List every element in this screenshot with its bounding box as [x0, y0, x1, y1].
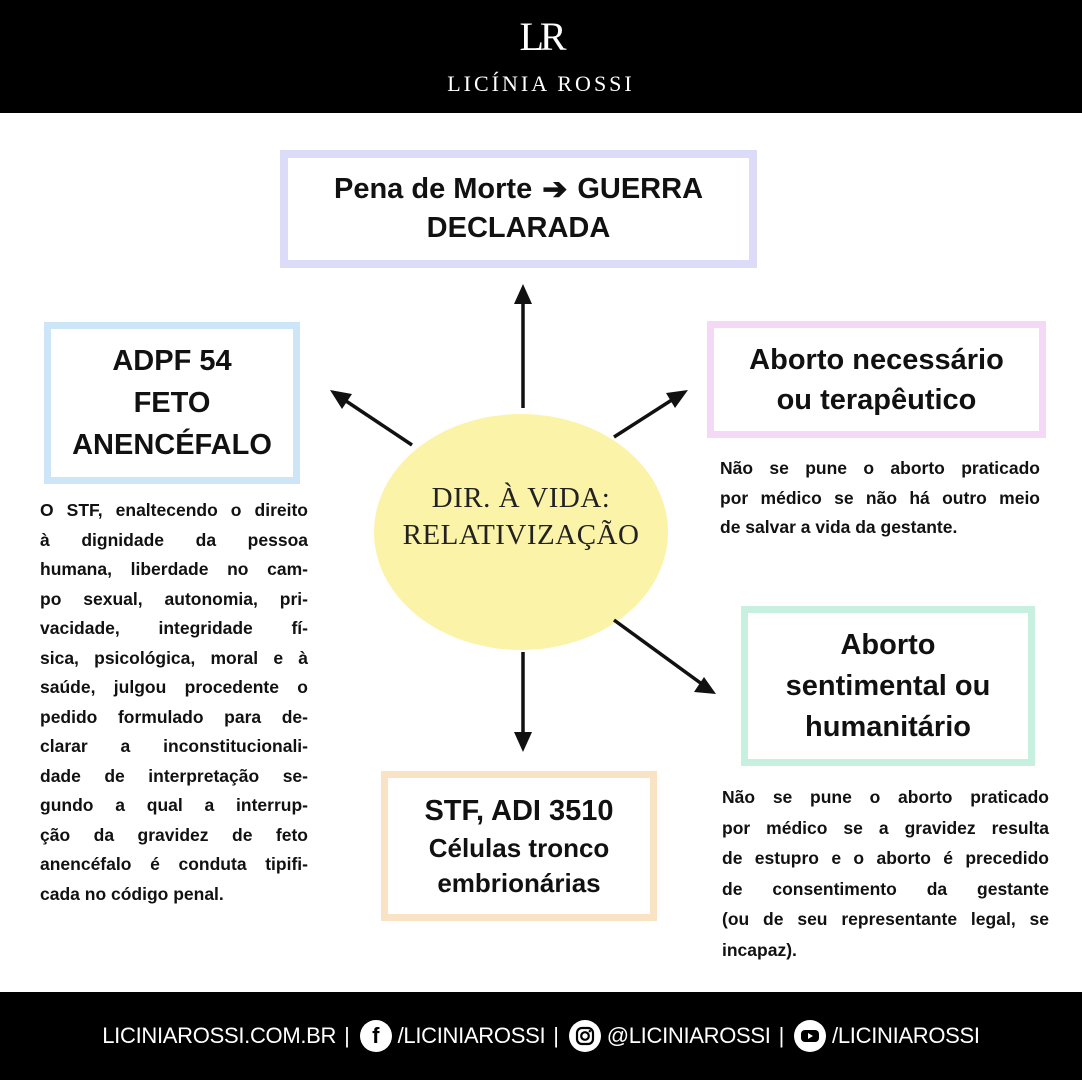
youtube-link[interactable]: /LICINIAROSSI	[832, 1023, 980, 1048]
para-right-bottom-line: de consentimento da gestante	[722, 878, 1049, 899]
box-top-line1-right: GUERRA	[577, 173, 704, 205]
box-death-penalty	[280, 150, 757, 268]
para-left-line: vacidade, integridade fí-	[40, 618, 308, 638]
box-right-bottom-line2: sentimental ou	[785, 669, 991, 702]
para-left-line: gundo a qual a interrup-	[40, 795, 308, 815]
para-left-line: sica, psicológica, moral e à	[40, 647, 308, 668]
website-link[interactable]: LICINIAROSSI.COM.BR	[102, 1023, 337, 1048]
para-left-line: cada no código penal.	[40, 883, 224, 904]
box-right-bottom-line3: humanitário	[805, 710, 971, 743]
brand-name: LICÍNIA ROSSI	[447, 71, 635, 96]
box-right-top-line1: Aborto necessário	[749, 343, 1004, 376]
center-title-line1: DIR. À VIDA:	[431, 482, 611, 514]
arrow-down-head	[514, 732, 532, 752]
footer-separator: |	[344, 1023, 350, 1048]
para-left-line: clarar a inconstitucionali-	[40, 736, 308, 756]
box-right-bottom-line1: Aborto	[840, 628, 936, 661]
youtube-icon[interactable]	[794, 1020, 826, 1052]
footer-separator: |	[778, 1023, 785, 1048]
box-top-line1	[334, 170, 703, 209]
arrow-up-left	[340, 397, 412, 445]
arrow-down-right	[614, 620, 706, 687]
arrow-up-right-head	[666, 390, 688, 408]
para-right-bottom-line: de estupro e o aborto é precedido	[722, 848, 1049, 868]
footer-separator: |	[553, 1023, 559, 1048]
arrow-right-icon: ➔	[542, 173, 568, 206]
para-left-line: à dignidade da pessoa	[40, 529, 308, 550]
paragraph-humanitarian-abortion	[722, 782, 1049, 965]
box-top-line1-left: Pena de Morte	[333, 173, 533, 205]
facebook-link[interactable]: /LICINIAROSSI	[397, 1023, 546, 1048]
paragraph-adpf-54	[40, 496, 308, 909]
box-left-line3: ANENCÉFALO	[72, 429, 272, 461]
para-left-line: dade de interpretação se-	[40, 765, 308, 786]
para-left-line: ção da gravidez de feto	[40, 824, 308, 845]
arrow-up-left-head	[330, 390, 352, 409]
center-title	[376, 480, 666, 554]
facebook-icon[interactable]: f	[360, 1020, 392, 1052]
para-right-bottom-line: (ou de seu representante legal, se	[722, 909, 1049, 929]
instagram-link[interactable]: @LICINIAROSSI	[606, 1023, 771, 1048]
para-right-bottom-line: Não se pune o aborto praticado	[722, 787, 1049, 807]
box-stf-adi-3510	[381, 771, 657, 921]
box-bottom-line1: STF, ADI 3510	[424, 795, 614, 827]
para-left-line: pedido formulado para de-	[40, 706, 308, 727]
box-bottom-line2: Células tronco	[428, 833, 610, 863]
box-top-line2: DECLARADA	[426, 212, 611, 244]
arrow-up-head	[514, 284, 532, 304]
para-left-line: O STF, enaltecendo o direito	[40, 500, 308, 520]
para-right-bottom-line: por médico se a gravidez resulta	[722, 817, 1049, 838]
logo-mark: LR	[519, 14, 563, 59]
box-adpf-54	[44, 322, 300, 484]
center-title-line2: RELATIVIZAÇÃO	[402, 519, 640, 551]
instagram-icon[interactable]	[569, 1020, 601, 1052]
box-left-line2: FETO	[133, 387, 211, 419]
para-left-line: anencéfalo é conduta tipifi-	[40, 854, 308, 874]
para-left-line: saúde, julgou procedente o	[40, 677, 308, 697]
box-humanitarian-abortion	[741, 606, 1035, 766]
arrow-up-right	[614, 396, 678, 437]
box-right-top-line2: ou terapêutico	[776, 383, 977, 416]
para-left-line: po sexual, autonomia, pri-	[40, 588, 308, 609]
footer-website[interactable]	[102, 1023, 359, 1049]
footer-facebook[interactable]	[360, 1020, 569, 1052]
para-right-bottom-line: incapaz).	[722, 939, 797, 960]
footer-instagram[interactable]	[569, 1020, 794, 1052]
para-right-top-line: por médico se não há outro meio	[720, 487, 1040, 508]
para-left-line: humana, liberdade no cam-	[40, 559, 308, 579]
para-right-top-line: Não se pune o aborto praticado	[720, 458, 1040, 478]
paragraph-necessary-abortion	[720, 454, 1040, 543]
para-right-top-line: de salvar a vida da gestante.	[720, 517, 958, 537]
footer-youtube[interactable]	[794, 1020, 980, 1052]
box-bottom-line3: embrionárias	[437, 868, 601, 898]
box-left-line1: ADPF 54	[112, 345, 232, 377]
footer-bar	[0, 992, 1082, 1080]
box-necessary-abortion	[707, 321, 1046, 438]
